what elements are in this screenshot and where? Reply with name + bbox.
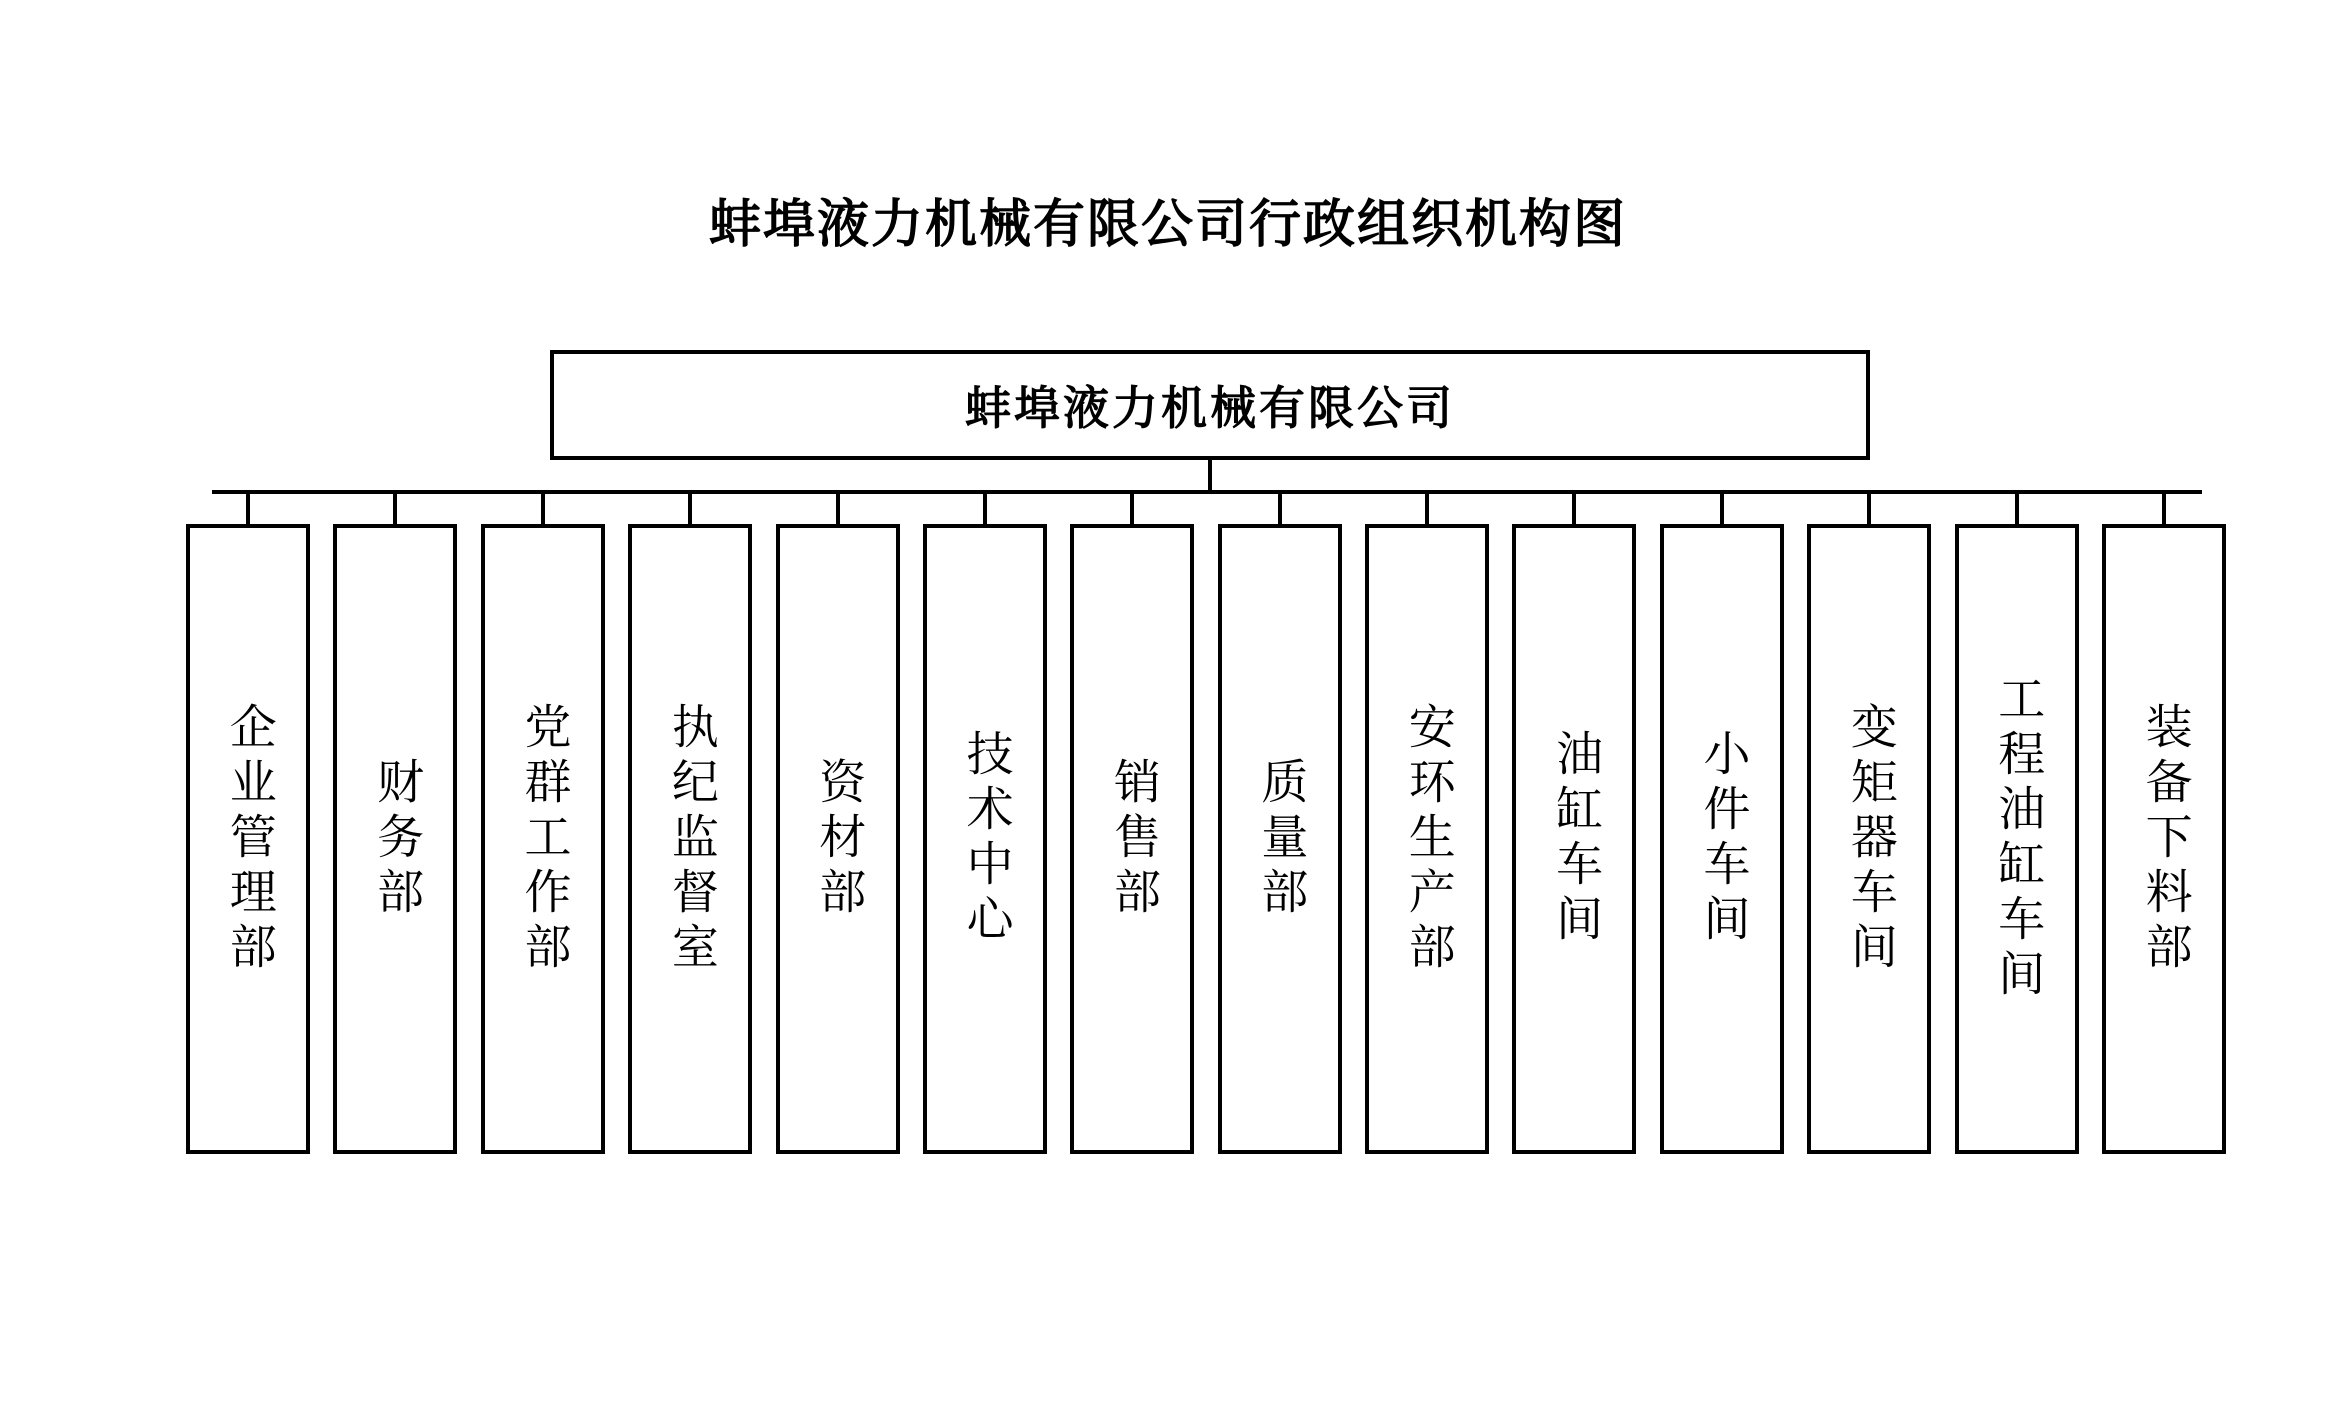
org-node-root-label: 蚌埠液力机械有限公司 bbox=[965, 382, 1455, 434]
org-node-department-label: 质量部 bbox=[1254, 756, 1307, 922]
org-node-department bbox=[1512, 524, 1636, 1154]
connector-drop-line bbox=[2162, 490, 2166, 526]
org-node-department-label: 企业管理部 bbox=[222, 701, 275, 977]
connector-drop-line bbox=[541, 490, 545, 526]
org-node-department bbox=[1807, 524, 1931, 1154]
org-node-department bbox=[1070, 524, 1194, 1154]
org-node-department-label: 资材部 bbox=[812, 756, 865, 922]
org-node-department bbox=[628, 524, 752, 1154]
connector-drop-line bbox=[836, 490, 840, 526]
org-node-department bbox=[1365, 524, 1489, 1154]
connector-drop-line bbox=[1572, 490, 1576, 526]
org-node-department bbox=[186, 524, 310, 1154]
org-node-department-label: 技术中心 bbox=[959, 729, 1012, 949]
org-node-department-label: 油缸车间 bbox=[1549, 729, 1602, 949]
connector-drop-line bbox=[1720, 490, 1724, 526]
org-node-department-label: 小件车间 bbox=[1696, 729, 1749, 949]
connector-drop-line bbox=[1278, 490, 1282, 526]
connector-drop-line bbox=[1867, 490, 1871, 526]
connector-horizontal-bus bbox=[212, 490, 2202, 494]
org-node-department bbox=[1218, 524, 1342, 1154]
org-node-department-label: 财务部 bbox=[370, 756, 423, 922]
org-node-department bbox=[333, 524, 457, 1154]
org-node-department-label: 执纪监督室 bbox=[664, 701, 717, 977]
connector-drop-line bbox=[688, 490, 692, 526]
org-node-department bbox=[1955, 524, 2079, 1154]
org-node-department-label: 销售部 bbox=[1106, 756, 1159, 922]
org-node-root bbox=[550, 350, 1870, 460]
org-node-department-label: 变矩器车间 bbox=[1843, 701, 1896, 977]
org-node-department bbox=[481, 524, 605, 1154]
org-node-department bbox=[923, 524, 1047, 1154]
connector-drop-line bbox=[1425, 490, 1429, 526]
org-node-department-label: 工程油缸车间 bbox=[1991, 674, 2044, 1004]
connector-drop-line bbox=[1130, 490, 1134, 526]
org-node-department bbox=[1660, 524, 1784, 1154]
connector-drop-line bbox=[2015, 490, 2019, 526]
connector-drop-line bbox=[246, 490, 250, 526]
connector-drop-line bbox=[393, 490, 397, 526]
org-node-department-label: 装备下料部 bbox=[2138, 701, 2191, 977]
page-title: 蚌埠液力机械有限公司行政组织机构图 bbox=[708, 196, 1627, 254]
org-node-department bbox=[776, 524, 900, 1154]
org-node-department-label: 安环生产部 bbox=[1401, 701, 1454, 977]
connector-drop-line bbox=[983, 490, 987, 526]
org-node-department bbox=[2102, 524, 2226, 1154]
org-node-department-label: 党群工作部 bbox=[517, 701, 570, 977]
connector-root-stem bbox=[1208, 460, 1212, 492]
org-department-row bbox=[186, 524, 2226, 1164]
